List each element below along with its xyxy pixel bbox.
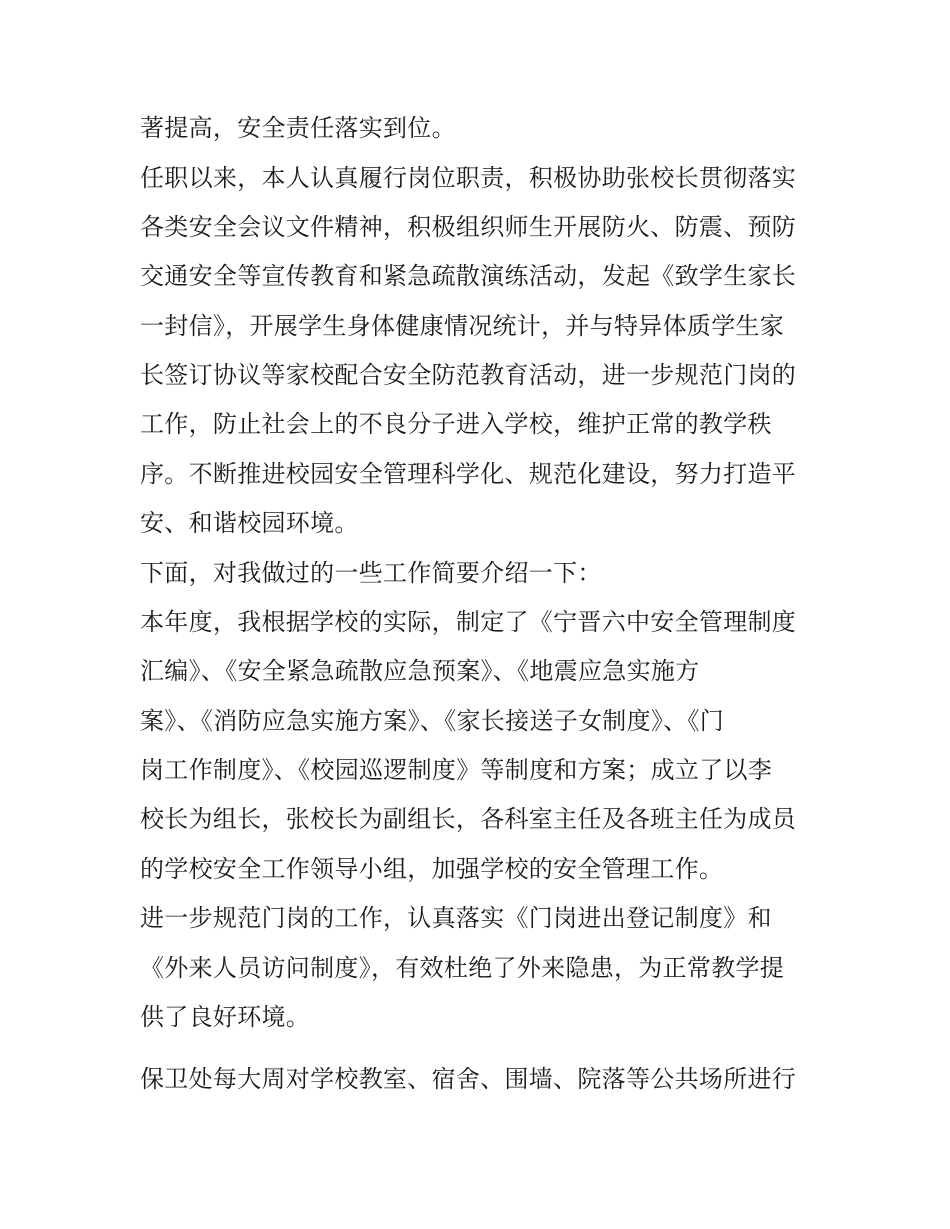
- text-line: 各类安全会议文件精神，积极组织师生开展防火、防震、预防: [140, 213, 797, 241]
- text-line: 安、和谐校园环境。: [140, 509, 359, 537]
- text-line: 一封信》，开展学生身体健康情况统计，并与特异体质学生家: [140, 312, 785, 340]
- text-line: 校长为组长，张校长为副组长，各科室主任及各班主任为成员: [140, 805, 797, 833]
- text-line: 保卫处每大周对学校教室、宿舍、围墙、院落等公共场所进行: [140, 1065, 797, 1093]
- text-line: 《外来人员访问制度》，有效杜绝了外来隐患，为正常教学提: [140, 954, 785, 982]
- text-line: 的学校安全工作领导小组，加强学校的安全管理工作。: [140, 855, 724, 883]
- text-line: 进一步规范门岗的工作，认真落实《门岗进出登记制度》和: [140, 904, 772, 932]
- text-line: 著提高，安全责任落实到位。: [140, 114, 456, 142]
- text-line: 任职以来，本人认真履行岗位职责，积极协助张校长贯彻落实: [140, 164, 797, 192]
- text-line: 工作，防止社会上的不良分子进入学校，维护正常的教学秩: [140, 410, 772, 438]
- text-line: 交通安全等宣传教育和紧急疏散演练活动，发起《致学生家长: [140, 262, 797, 290]
- text-line: 供了良好环境。: [140, 1003, 311, 1031]
- text-line: 岗工作制度》、《校园巡逻制度》等制度和方案；成立了以李: [140, 756, 773, 784]
- text-line: 下面，对我做过的一些工作简要介绍一下：: [140, 559, 602, 587]
- text-line: 本年度，我根据学校的实际，制定了《宁晋六中安全管理制度: [140, 608, 797, 636]
- text-line: 汇编》、《安全紧急疏散应急预案》、《地震应急实施方: [140, 657, 700, 685]
- text-line: 案》、《消防应急实施方案》、《家长接送子女制度》、《门: [140, 707, 725, 735]
- text-line: 序。不断推进校园安全管理科学化、规范化建设，努力打造平: [140, 460, 797, 488]
- text-line: 长签订协议等家校配合安全防范教育活动，进一步规范门岗的: [140, 361, 797, 389]
